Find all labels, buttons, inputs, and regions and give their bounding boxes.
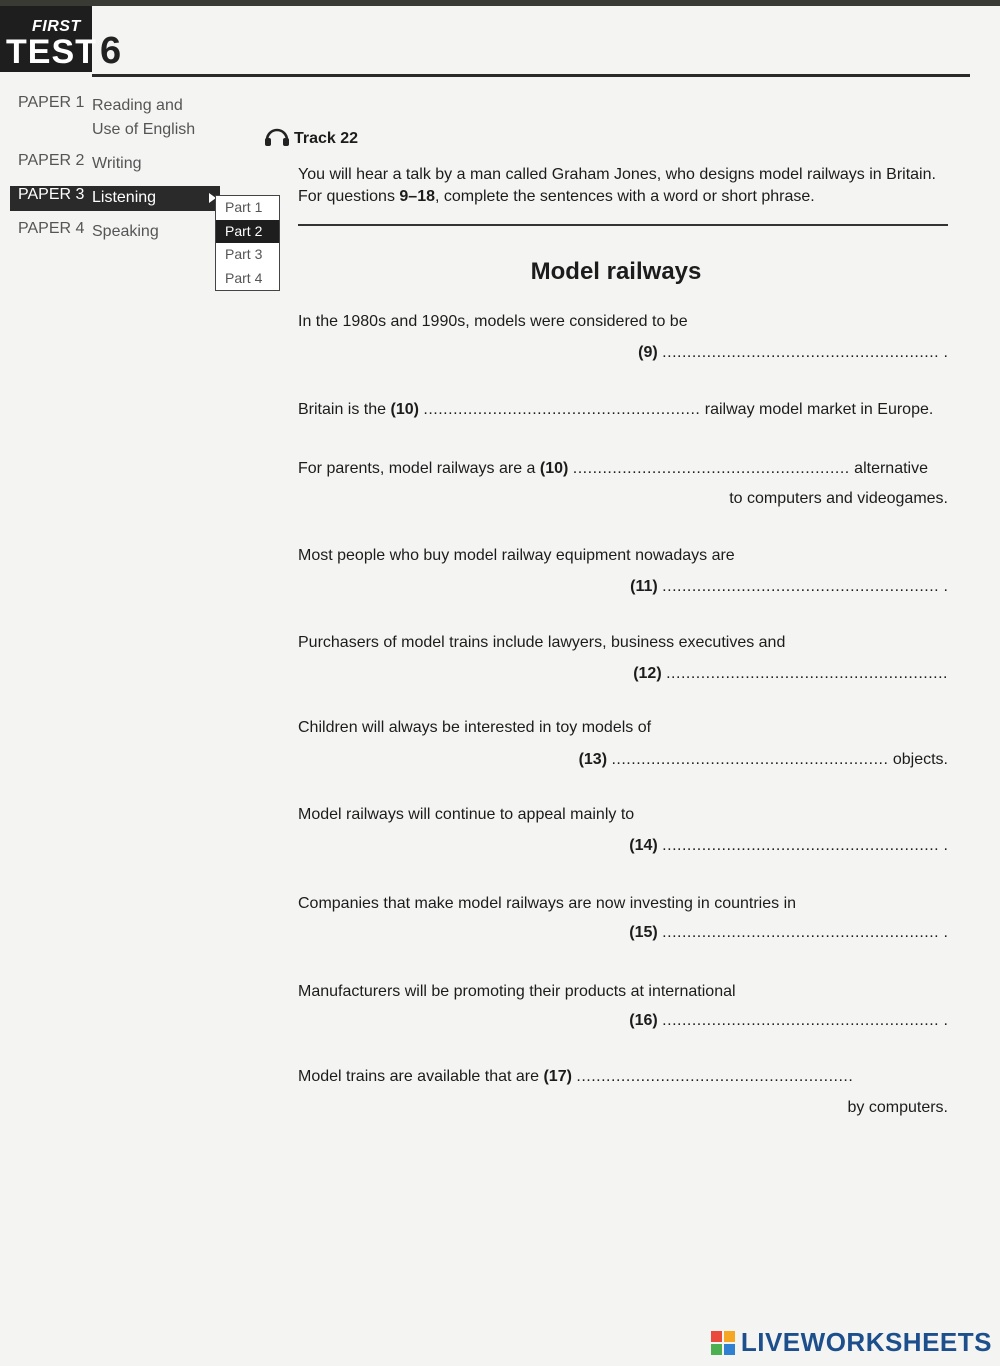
nav-paper-label: PAPER 4 (18, 220, 85, 237)
header-rule (92, 74, 970, 77)
nav-paper-4[interactable] (10, 220, 220, 244)
badge-test: TEST (6, 33, 97, 71)
headphones-icon (264, 124, 290, 153)
question-number: (9) (638, 344, 658, 361)
nav-paper-label: PAPER 1 (18, 94, 85, 111)
question-text: For parents, model railways are a (298, 460, 540, 477)
question-text: Companies that make model railways are now investing in countries in (298, 895, 797, 912)
question-end: . (939, 837, 948, 854)
question-text: Purchasers of model trains include lawyers, business executives and (298, 634, 786, 651)
page-title (298, 258, 948, 286)
question-15 (298, 893, 948, 944)
intro-text-end: , complete the sentences with a word or short phrase. (434, 188, 815, 205)
question-11 (298, 545, 948, 598)
question-end: objects. (888, 751, 948, 768)
nav-paper-1[interactable] (10, 94, 220, 142)
question-text-after: railway model market in Europe. (700, 401, 934, 418)
nav-paper-label: PAPER 3 (18, 186, 85, 203)
question-number: (16) (629, 1012, 658, 1029)
tab-part-1[interactable]: Part 1 (225, 199, 263, 215)
question-10 (298, 399, 948, 421)
question-number: (12) (633, 665, 662, 682)
question-text: Model railways will continue to appeal mainly to (298, 806, 635, 823)
track-header (264, 124, 358, 153)
answer-blank[interactable]: ........................................................ (662, 1012, 940, 1029)
liveworksheets-logo (711, 1327, 992, 1358)
question-13 (298, 717, 948, 771)
question-text: Children will always be interested in toy models of (298, 719, 652, 736)
nav-paper-2[interactable] (10, 152, 220, 176)
badge-first: FIRST (32, 18, 81, 35)
instructions (298, 164, 948, 208)
logo-text: LIVEWORKSHEETS (740, 1327, 992, 1357)
nav-paper-name: Writing (92, 155, 142, 172)
question-range: 9–18 (399, 188, 435, 205)
answer-blank[interactable]: ........................................................ (662, 924, 940, 941)
tab-part-3[interactable]: Part 3 (225, 246, 263, 262)
tab-part-4[interactable]: Part 4 (225, 269, 263, 286)
tab-part-2[interactable]: Part 2 (216, 220, 279, 244)
question-text-line2: to computers and videogames. (729, 490, 948, 507)
question-text: Most people who buy model railway equipment nowadays are (298, 547, 735, 564)
question-end: . (939, 344, 948, 361)
answer-blank[interactable]: ........................................................ (662, 344, 940, 361)
answer-blank[interactable]: ........................................................ (611, 751, 889, 768)
nav-paper-name: Listening (92, 189, 157, 206)
question-16 (298, 981, 948, 1032)
question-text-after: alternative (849, 460, 928, 477)
test-number: 6 (100, 30, 122, 72)
question-text-line2: by computers. (847, 1099, 948, 1116)
parts-menu (215, 195, 280, 291)
answer-blank[interactable]: ........................................................ (662, 837, 940, 854)
nav-paper-3[interactable] (10, 186, 220, 211)
question-10b (298, 458, 948, 510)
question-12 (298, 632, 948, 685)
nav-paper-label: PAPER 2 (18, 152, 85, 169)
question-14 (298, 804, 948, 857)
question-end: . (939, 578, 948, 595)
answer-blank[interactable]: ........................................................ (572, 460, 850, 477)
question-text: In the 1980s and 1990s, models were considered to be (298, 313, 688, 330)
answer-blank[interactable]: ......................................................... (666, 665, 948, 682)
nav-paper-name: Speaking (92, 223, 159, 240)
question-number: (15) (629, 924, 658, 941)
question-number: (13) (578, 751, 608, 768)
question-end: . (939, 924, 948, 941)
answer-blank[interactable]: ........................................................ (576, 1068, 854, 1085)
question-number: (17) (543, 1068, 572, 1085)
question-9 (298, 311, 948, 364)
intro-rule (298, 224, 948, 226)
nav-paper-name: Reading and (92, 97, 183, 114)
question-number: (10) (539, 460, 569, 477)
top-strip (0, 0, 1000, 6)
title-text: Model railways (530, 258, 702, 285)
logo-icon (711, 1331, 737, 1357)
question-text: Britain is the (298, 401, 391, 418)
answer-blank[interactable]: ........................................................ (423, 401, 701, 418)
question-number: (14) (629, 837, 658, 854)
question-text: Model trains are available that are (298, 1068, 544, 1085)
test-badge (0, 6, 97, 72)
question-number: (11) (630, 578, 658, 595)
nav-paper-name-2: Use of English (92, 121, 196, 138)
question-text: Manufacturers will be promoting their products at international (298, 983, 736, 1000)
question-end: . (939, 1012, 948, 1029)
intro-text: You will hear a talk by a man called Graham Jones, who designs model railways in Britain. For questions (298, 166, 936, 205)
track-label: Track 22 (294, 129, 359, 147)
answer-blank[interactable]: ........................................................ (662, 578, 940, 595)
question-number: (10) (390, 401, 419, 418)
question-17 (298, 1066, 948, 1119)
